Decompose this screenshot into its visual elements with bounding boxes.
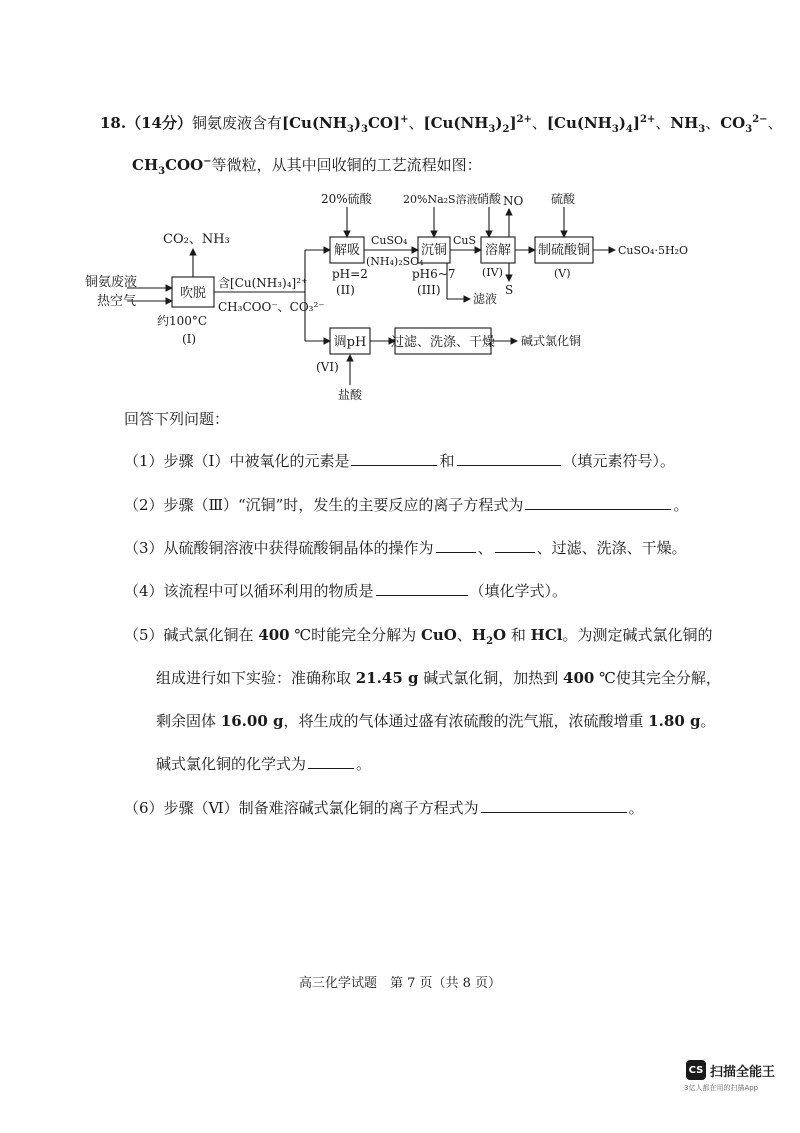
label-step-i: (I) bbox=[182, 332, 197, 346]
label-nh4so4: (NH₄)₂SO₄ bbox=[366, 255, 424, 268]
blank-q3-2[interactable] bbox=[495, 538, 535, 553]
label-hno3: 硝酸 bbox=[477, 192, 502, 206]
label-filtrate: 滤液 bbox=[473, 292, 498, 306]
question-6: （6）步骤（Ⅵ）制备难溶碱式氯化铜的离子方程式为 。 bbox=[124, 799, 644, 817]
species-3: $[Cu(NH_3)_4]^{2+}$ bbox=[546, 114, 656, 135]
label-ions: CH₃COO⁻、CO₃²⁻ bbox=[218, 300, 325, 314]
species-5: $CO_3^{2-}$ bbox=[720, 114, 768, 135]
box-chentong-label: 沉铜 bbox=[420, 243, 448, 258]
label-ph2: pH=2 bbox=[332, 267, 368, 281]
label-cuso4: CuSO₄ bbox=[371, 234, 408, 247]
blank-q1-1[interactable] bbox=[351, 451, 437, 466]
label-step-iv: (IV) bbox=[482, 266, 503, 279]
blank-q6[interactable] bbox=[481, 798, 627, 813]
question-3: （3）从硫酸铜溶液中获得硫酸铜晶体的操作为 、 、过滤、洗涤、干燥。 bbox=[124, 539, 687, 557]
cs-logo-icon: CS bbox=[686, 1060, 706, 1080]
cs-app-name: 扫描全能王 bbox=[710, 1064, 776, 1080]
blank-q4[interactable] bbox=[376, 581, 468, 596]
blank-q5[interactable] bbox=[308, 754, 354, 769]
question-score: （14分） bbox=[126, 114, 192, 132]
question-4: （4）该流程中可以循环利用的物质是 （填化学式）。 bbox=[124, 582, 568, 600]
box-rongjie-label: 溶解 bbox=[484, 243, 512, 258]
label-input-liquid: 铜氨废液 bbox=[85, 275, 138, 290]
question-5-line1: （5）碱式氯化铜在 400 ℃时能完全分解为 CuO、$H_2O$ 和 HCl。为测定碱式氯化铜的 bbox=[124, 626, 713, 647]
label-ph67: pH6~7 bbox=[412, 267, 456, 281]
label-step-v: (V) bbox=[554, 267, 571, 280]
species-2: $[Cu(NH_3)_2]^{2+}$ bbox=[423, 114, 532, 135]
label-no: NO bbox=[503, 194, 524, 208]
cs-tagline: 3亿人都在用的扫描App bbox=[684, 1084, 759, 1092]
scanner-watermark bbox=[686, 1060, 775, 1080]
box-jiexi-label: 解吸 bbox=[333, 243, 361, 258]
question-stem-line1: 18.（14分）铜氨废液含有$[Cu(NH_3)_3CO]^+$、$[Cu(NH_3)_2]^{2+}$、$[Cu(NH_3)_4]^{2+}$、$NH_3$、$CO_3^{2-}$、 bbox=[100, 114, 783, 135]
question-1: （1）步骤（Ⅰ）中被氧化的元素是 和 （填元素符号）。 bbox=[124, 452, 676, 470]
box-tiaoph-label: 调pH bbox=[333, 335, 367, 350]
question-5-line3: 剩余固体 16.00 g，将生成的气体通过盛有浓硫酸的洗气瓶，浓硫酸增重 1.80 g。 bbox=[156, 712, 716, 730]
label-step-ii: (II) bbox=[336, 283, 355, 297]
box-chuituo-label: 吹脱 bbox=[179, 286, 207, 301]
label-product-cuso4: CuSO₄·5H₂O bbox=[618, 244, 688, 257]
question-5-line2: 组成进行如下实验：准确称取 21.45 g 碱式氯化铜，加热到 400 ℃使其完全分解， bbox=[156, 669, 721, 687]
question-stem-line2: $CH_3COO^-$等微粒，从其中回收铜的工艺流程如图： bbox=[132, 156, 482, 177]
question-2: （2）步骤（Ⅲ）“沉铜”时，发生的主要反应的离子方程式为 。 bbox=[124, 496, 689, 514]
label-step-iii: (III) bbox=[417, 283, 441, 297]
label-input-air: 热空气 bbox=[97, 294, 137, 309]
label-h2so4: 硫酸 bbox=[551, 192, 576, 206]
answer-prompt: 回答下列问题： bbox=[124, 410, 230, 428]
label-s: S bbox=[505, 283, 514, 297]
label-co2-nh3: CO₂、NH₃ bbox=[163, 232, 230, 247]
box-filter-label: 过滤、洗涤、干燥 bbox=[390, 335, 496, 350]
label-20-h2so4: 20%硫酸 bbox=[321, 192, 372, 206]
species-1: $[Cu(NH_3)_3CO]^+$ bbox=[282, 114, 409, 135]
species-4: $NH_3$ bbox=[670, 114, 706, 135]
label-na2s: 20%Na₂S溶液 bbox=[403, 193, 478, 206]
question-number: 18. bbox=[100, 114, 127, 132]
blank-q2[interactable] bbox=[525, 495, 671, 510]
page-footer: 高三化学试题 第 7 页（共 8 页） bbox=[298, 976, 502, 991]
label-hcl: 盐酸 bbox=[338, 388, 363, 402]
blank-q3-1[interactable] bbox=[436, 538, 476, 553]
label-temp: 约100°C bbox=[157, 314, 208, 328]
question-5-line4: 碱式氯化铜的化学式为 。 bbox=[156, 755, 372, 773]
species-6: $CH_3COO^-$ bbox=[132, 156, 212, 177]
blank-q1-2[interactable] bbox=[457, 451, 561, 466]
label-step-vi: (VI) bbox=[316, 360, 339, 374]
box-zhiliusuantong-label: 制硫酸铜 bbox=[537, 243, 591, 258]
label-contains: 含[Cu(NH₃)₄]²⁺ bbox=[218, 276, 308, 290]
process-flow-diagram bbox=[85, 185, 705, 410]
label-product-basic: 碱式氯化铜 bbox=[521, 334, 582, 348]
label-cus: CuS bbox=[453, 234, 477, 247]
